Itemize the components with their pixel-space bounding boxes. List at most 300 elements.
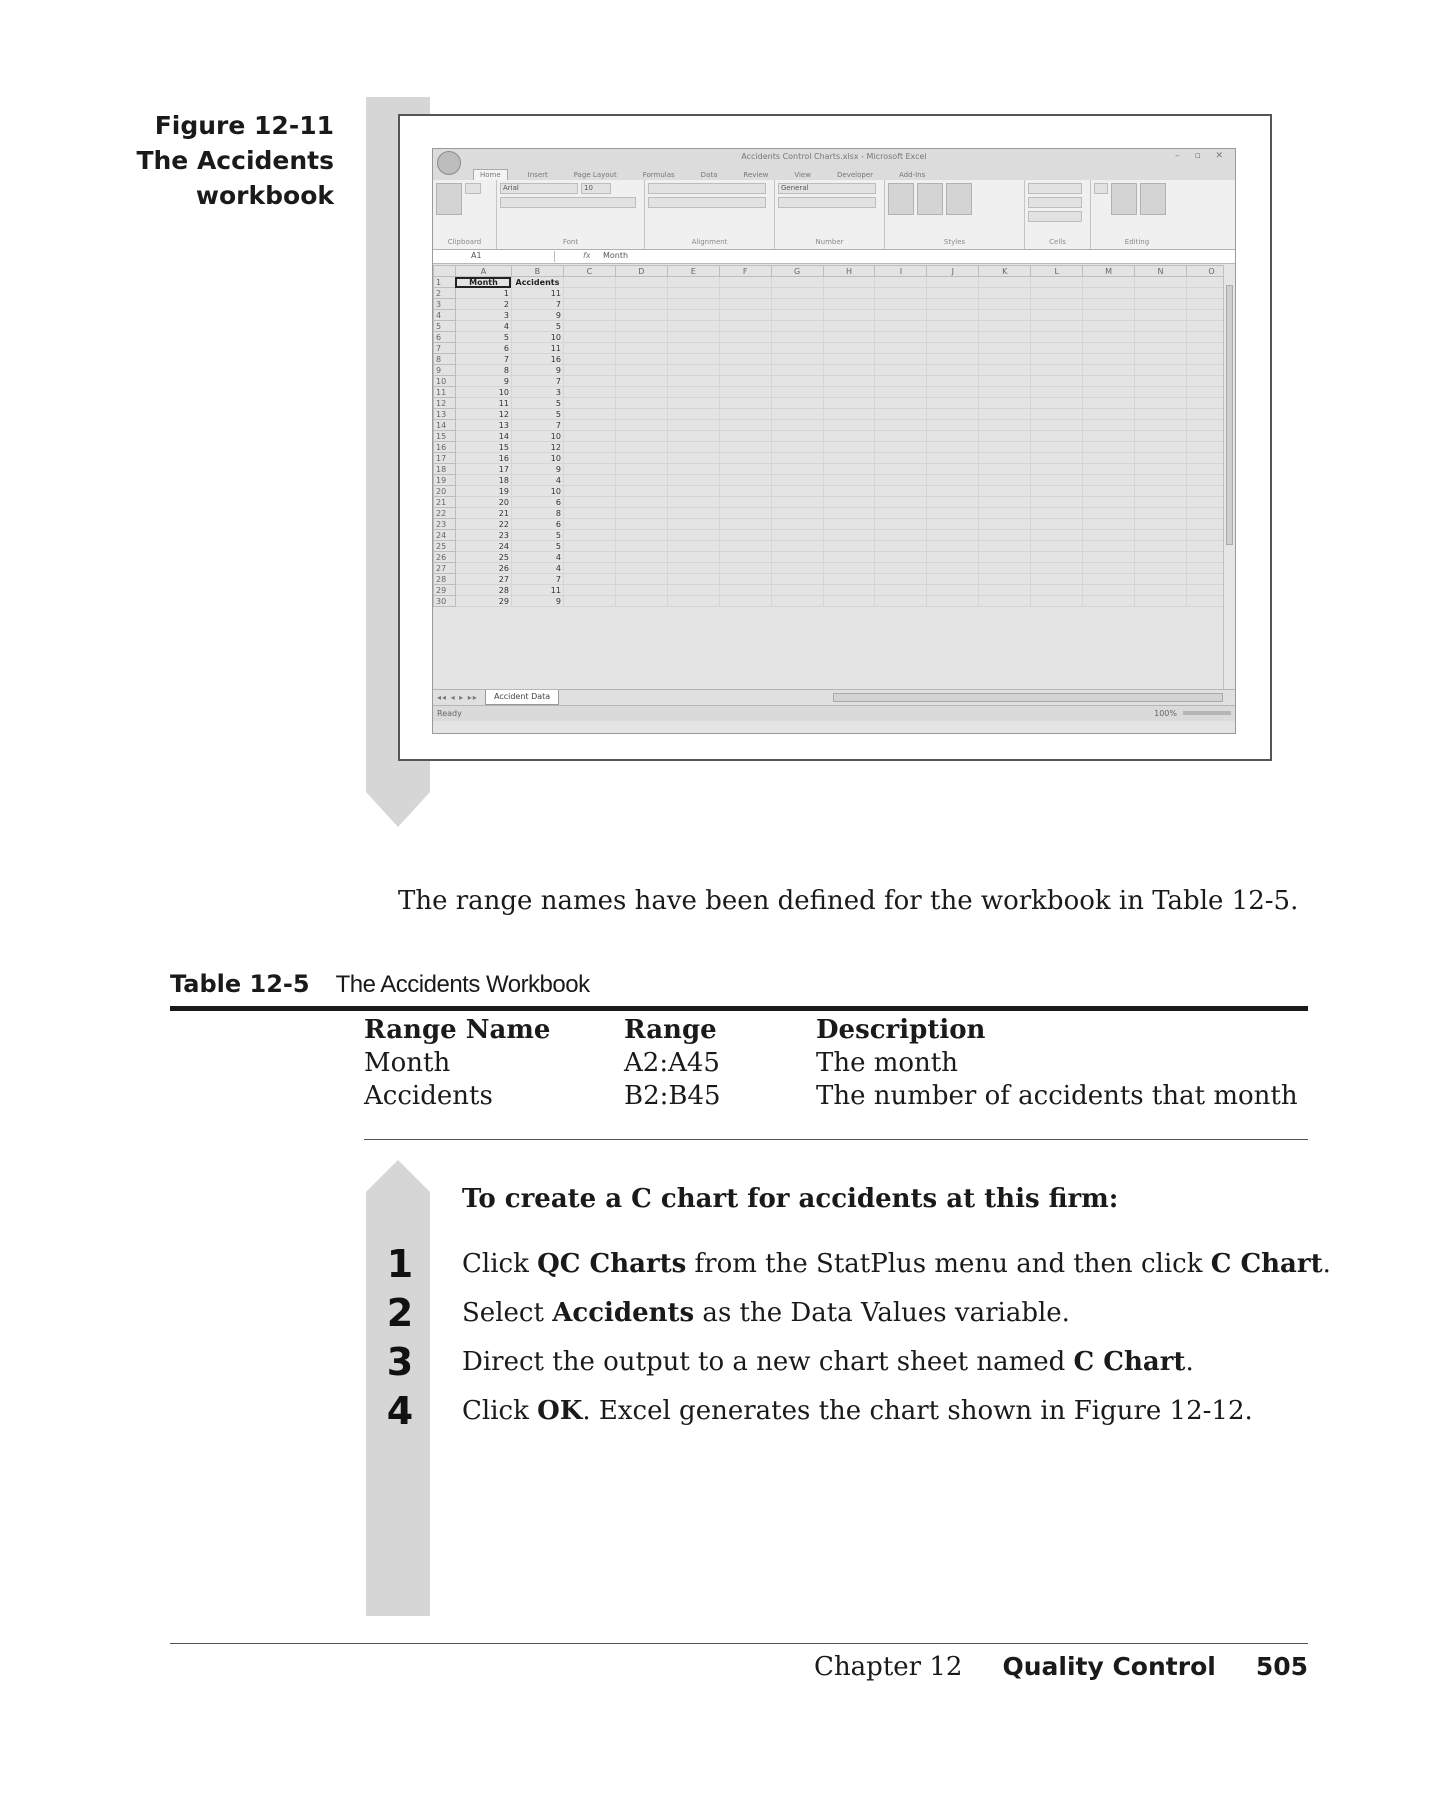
cell[interactable] xyxy=(615,596,667,607)
cell[interactable] xyxy=(1031,596,1083,607)
number-format-select[interactable]: General xyxy=(778,183,876,194)
cell[interactable] xyxy=(719,585,771,596)
cell[interactable]: 13 xyxy=(455,420,511,431)
cell[interactable] xyxy=(1083,442,1135,453)
cell[interactable] xyxy=(719,596,771,607)
cell[interactable] xyxy=(979,343,1031,354)
cell[interactable]: 11 xyxy=(511,288,563,299)
cell[interactable]: Month xyxy=(455,277,511,288)
cell[interactable] xyxy=(563,343,615,354)
cell[interactable] xyxy=(771,552,823,563)
cell[interactable] xyxy=(1135,288,1187,299)
cell[interactable] xyxy=(1083,398,1135,409)
cell[interactable] xyxy=(927,354,979,365)
cell[interactable] xyxy=(1135,365,1187,376)
row-header[interactable]: 7 xyxy=(434,343,456,354)
cell[interactable] xyxy=(1135,563,1187,574)
cell[interactable] xyxy=(823,398,875,409)
cell[interactable] xyxy=(875,409,927,420)
cell[interactable] xyxy=(875,486,927,497)
cell[interactable]: 7 xyxy=(511,299,563,310)
cell[interactable] xyxy=(823,508,875,519)
cell[interactable] xyxy=(771,332,823,343)
cell[interactable] xyxy=(1031,398,1083,409)
cell[interactable] xyxy=(563,541,615,552)
cell[interactable]: 11 xyxy=(511,585,563,596)
cell[interactable] xyxy=(667,321,719,332)
cell[interactable] xyxy=(719,288,771,299)
cell[interactable] xyxy=(1135,387,1187,398)
cell[interactable] xyxy=(719,541,771,552)
cell[interactable] xyxy=(875,508,927,519)
cell[interactable] xyxy=(667,464,719,475)
cell[interactable] xyxy=(771,299,823,310)
cell[interactable] xyxy=(563,299,615,310)
cell[interactable]: 7 xyxy=(511,574,563,585)
cell[interactable] xyxy=(615,497,667,508)
cell[interactable] xyxy=(1031,497,1083,508)
cell[interactable] xyxy=(1135,552,1187,563)
column-header[interactable]: G xyxy=(771,266,823,277)
cell[interactable] xyxy=(1083,321,1135,332)
cell[interactable]: 4 xyxy=(511,563,563,574)
cell[interactable] xyxy=(927,453,979,464)
cell[interactable] xyxy=(1031,310,1083,321)
cell[interactable]: 8 xyxy=(455,365,511,376)
cell[interactable] xyxy=(1031,442,1083,453)
cell[interactable] xyxy=(563,552,615,563)
cell[interactable] xyxy=(875,431,927,442)
cell[interactable] xyxy=(667,277,719,288)
cell[interactable] xyxy=(1083,387,1135,398)
cell[interactable] xyxy=(979,387,1031,398)
cell[interactable] xyxy=(771,464,823,475)
cell[interactable] xyxy=(875,332,927,343)
cell[interactable] xyxy=(1083,332,1135,343)
cell[interactable] xyxy=(771,277,823,288)
cell[interactable] xyxy=(563,420,615,431)
vertical-scrollbar[interactable] xyxy=(1223,265,1235,689)
cell[interactable] xyxy=(823,442,875,453)
cell[interactable]: 16 xyxy=(455,453,511,464)
cell[interactable] xyxy=(1031,486,1083,497)
cell[interactable] xyxy=(563,321,615,332)
cell[interactable] xyxy=(875,530,927,541)
cell[interactable] xyxy=(1031,475,1083,486)
cell[interactable]: 7 xyxy=(511,420,563,431)
cell[interactable] xyxy=(979,508,1031,519)
cell[interactable] xyxy=(1083,497,1135,508)
cell[interactable] xyxy=(1083,354,1135,365)
cell[interactable] xyxy=(1135,475,1187,486)
cell[interactable] xyxy=(719,486,771,497)
cell[interactable] xyxy=(615,277,667,288)
window-controls[interactable]: – ▫ ✕ xyxy=(1175,151,1229,161)
cell[interactable] xyxy=(823,475,875,486)
cell[interactable]: 7 xyxy=(455,354,511,365)
cell[interactable] xyxy=(823,563,875,574)
cell[interactable] xyxy=(1135,277,1187,288)
cell[interactable] xyxy=(615,486,667,497)
cell[interactable] xyxy=(719,310,771,321)
cell[interactable] xyxy=(979,530,1031,541)
cell[interactable] xyxy=(1083,530,1135,541)
cell[interactable] xyxy=(615,442,667,453)
cell[interactable] xyxy=(771,376,823,387)
cell[interactable] xyxy=(667,332,719,343)
cell[interactable] xyxy=(1135,420,1187,431)
cell[interactable] xyxy=(875,552,927,563)
cell[interactable] xyxy=(719,365,771,376)
name-box[interactable]: A1 xyxy=(435,251,555,262)
ribbon-tab-developer[interactable]: Developer xyxy=(837,171,874,179)
cell[interactable] xyxy=(1135,585,1187,596)
cell[interactable] xyxy=(563,277,615,288)
cell[interactable] xyxy=(1083,431,1135,442)
cell[interactable] xyxy=(823,299,875,310)
cell[interactable] xyxy=(823,530,875,541)
cell[interactable]: 8 xyxy=(511,508,563,519)
row-header[interactable]: 30 xyxy=(434,596,456,607)
cell[interactable] xyxy=(823,321,875,332)
cell[interactable] xyxy=(563,585,615,596)
cell[interactable] xyxy=(1031,365,1083,376)
cell[interactable] xyxy=(1083,420,1135,431)
cell[interactable] xyxy=(719,464,771,475)
cell[interactable] xyxy=(615,376,667,387)
cell[interactable] xyxy=(1135,409,1187,420)
cell[interactable] xyxy=(1083,464,1135,475)
cell[interactable] xyxy=(1135,508,1187,519)
cell[interactable]: 5 xyxy=(511,409,563,420)
cell[interactable] xyxy=(1083,574,1135,585)
cell[interactable] xyxy=(1031,453,1083,464)
cell[interactable] xyxy=(719,343,771,354)
cell[interactable] xyxy=(1135,321,1187,332)
cell[interactable] xyxy=(719,442,771,453)
cell[interactable] xyxy=(927,508,979,519)
cell[interactable] xyxy=(979,299,1031,310)
cell[interactable]: 5 xyxy=(511,321,563,332)
cell[interactable] xyxy=(1031,464,1083,475)
cell[interactable] xyxy=(771,563,823,574)
cell[interactable] xyxy=(1031,574,1083,585)
font-format-buttons[interactable] xyxy=(500,197,636,208)
cell[interactable] xyxy=(875,475,927,486)
ribbon-tab-view[interactable]: View xyxy=(794,171,811,179)
cell[interactable] xyxy=(667,310,719,321)
cell[interactable] xyxy=(719,354,771,365)
format-table-icon[interactable] xyxy=(917,183,943,215)
cell[interactable] xyxy=(875,519,927,530)
cell[interactable] xyxy=(979,486,1031,497)
cell[interactable] xyxy=(615,354,667,365)
cell[interactable] xyxy=(615,541,667,552)
cell[interactable] xyxy=(823,343,875,354)
cell[interactable] xyxy=(563,409,615,420)
cell[interactable] xyxy=(1083,376,1135,387)
cell[interactable] xyxy=(563,310,615,321)
cell[interactable]: 3 xyxy=(455,310,511,321)
cell[interactable] xyxy=(1031,420,1083,431)
cell[interactable] xyxy=(563,497,615,508)
cell[interactable] xyxy=(927,310,979,321)
cell[interactable] xyxy=(667,387,719,398)
cell[interactable] xyxy=(979,420,1031,431)
find-select-icon[interactable] xyxy=(1140,183,1166,215)
cell[interactable]: 18 xyxy=(455,475,511,486)
cell[interactable] xyxy=(771,585,823,596)
cell[interactable] xyxy=(927,464,979,475)
cell[interactable] xyxy=(771,343,823,354)
cell[interactable] xyxy=(1031,354,1083,365)
cell[interactable]: 11 xyxy=(511,343,563,354)
cell[interactable]: 9 xyxy=(455,376,511,387)
cell[interactable]: 26 xyxy=(455,563,511,574)
cell[interactable] xyxy=(823,387,875,398)
cell[interactable] xyxy=(979,464,1031,475)
cell[interactable] xyxy=(771,453,823,464)
cell[interactable] xyxy=(667,508,719,519)
row-header[interactable]: 17 xyxy=(434,453,456,464)
cell[interactable] xyxy=(667,530,719,541)
cell[interactable] xyxy=(771,431,823,442)
cell[interactable] xyxy=(927,541,979,552)
horizontal-scrollbar[interactable] xyxy=(833,693,1223,702)
cell[interactable] xyxy=(719,552,771,563)
cell[interactable] xyxy=(719,409,771,420)
cell[interactable] xyxy=(563,519,615,530)
cell[interactable] xyxy=(823,585,875,596)
cell[interactable] xyxy=(563,288,615,299)
cell[interactable] xyxy=(615,299,667,310)
row-header[interactable]: 13 xyxy=(434,409,456,420)
ribbon-tab-page-layout[interactable]: Page Layout xyxy=(573,171,617,179)
cell[interactable] xyxy=(927,288,979,299)
cell[interactable]: 1 xyxy=(455,288,511,299)
cell[interactable]: 21 xyxy=(455,508,511,519)
cell[interactable] xyxy=(1031,530,1083,541)
cell[interactable]: 23 xyxy=(455,530,511,541)
ribbon-tab-insert[interactable]: Insert xyxy=(527,171,548,179)
cell[interactable] xyxy=(1031,288,1083,299)
cell[interactable]: 9 xyxy=(511,365,563,376)
cell[interactable]: 5 xyxy=(511,530,563,541)
cell[interactable]: 24 xyxy=(455,541,511,552)
cell[interactable] xyxy=(719,475,771,486)
cell[interactable] xyxy=(979,288,1031,299)
cell[interactable] xyxy=(927,585,979,596)
cell[interactable]: 3 xyxy=(511,387,563,398)
ribbon-tab-add-ins[interactable]: Add-Ins xyxy=(899,171,926,179)
cell[interactable] xyxy=(667,552,719,563)
cell[interactable]: 12 xyxy=(511,442,563,453)
formula-input[interactable]: Month xyxy=(603,251,629,260)
cell[interactable] xyxy=(979,431,1031,442)
cell[interactable] xyxy=(1135,431,1187,442)
cell[interactable] xyxy=(719,277,771,288)
cell[interactable] xyxy=(1135,541,1187,552)
row-header[interactable]: 2 xyxy=(434,288,456,299)
cell[interactable] xyxy=(615,310,667,321)
cell[interactable] xyxy=(875,574,927,585)
cell[interactable] xyxy=(823,596,875,607)
cell[interactable]: 5 xyxy=(511,541,563,552)
cell[interactable] xyxy=(719,387,771,398)
cell[interactable] xyxy=(979,541,1031,552)
cell[interactable] xyxy=(979,519,1031,530)
cell[interactable] xyxy=(771,387,823,398)
cell[interactable] xyxy=(1135,453,1187,464)
ribbon-tab-formulas[interactable]: Formulas xyxy=(642,171,675,179)
cell-styles-icon[interactable] xyxy=(946,183,972,215)
cell[interactable] xyxy=(927,552,979,563)
cell[interactable] xyxy=(1135,310,1187,321)
cell[interactable] xyxy=(771,475,823,486)
cell[interactable] xyxy=(1031,552,1083,563)
cell[interactable] xyxy=(667,574,719,585)
cell[interactable]: 9 xyxy=(511,464,563,475)
column-header[interactable]: E xyxy=(667,266,719,277)
row-header[interactable]: 9 xyxy=(434,365,456,376)
cut-icon[interactable] xyxy=(465,183,481,194)
row-header[interactable]: 15 xyxy=(434,431,456,442)
column-header[interactable]: C xyxy=(563,266,615,277)
font-name-select[interactable]: Arial xyxy=(500,183,578,194)
cell[interactable] xyxy=(563,442,615,453)
cell[interactable]: 9 xyxy=(511,596,563,607)
cell[interactable] xyxy=(667,288,719,299)
cell[interactable] xyxy=(927,497,979,508)
cell[interactable] xyxy=(771,409,823,420)
cell[interactable] xyxy=(1083,552,1135,563)
column-header[interactable]: H xyxy=(823,266,875,277)
ribbon-tab-home[interactable]: Home xyxy=(473,169,508,180)
cell[interactable] xyxy=(1083,453,1135,464)
cell[interactable] xyxy=(615,563,667,574)
cell[interactable] xyxy=(771,530,823,541)
cell[interactable] xyxy=(823,365,875,376)
cell[interactable] xyxy=(667,299,719,310)
cell[interactable] xyxy=(823,486,875,497)
cell[interactable] xyxy=(823,464,875,475)
cell[interactable] xyxy=(615,530,667,541)
row-header[interactable]: 25 xyxy=(434,541,456,552)
cell[interactable] xyxy=(771,398,823,409)
cell[interactable]: 7 xyxy=(511,376,563,387)
ribbon-tab-data[interactable]: Data xyxy=(700,171,718,179)
cell[interactable] xyxy=(875,299,927,310)
cell[interactable] xyxy=(823,519,875,530)
cell[interactable] xyxy=(927,376,979,387)
cell[interactable] xyxy=(875,343,927,354)
cell[interactable] xyxy=(927,398,979,409)
cell[interactable]: 16 xyxy=(511,354,563,365)
cell[interactable]: 14 xyxy=(455,431,511,442)
cell[interactable] xyxy=(1135,332,1187,343)
cell[interactable] xyxy=(1083,288,1135,299)
row-header[interactable]: 21 xyxy=(434,497,456,508)
cell[interactable] xyxy=(615,475,667,486)
align-buttons[interactable] xyxy=(648,183,766,194)
cell[interactable]: 29 xyxy=(455,596,511,607)
cell[interactable] xyxy=(823,277,875,288)
column-header[interactable]: L xyxy=(1031,266,1083,277)
cell[interactable] xyxy=(771,519,823,530)
cell[interactable] xyxy=(927,475,979,486)
row-header[interactable]: 11 xyxy=(434,387,456,398)
cell[interactable] xyxy=(719,519,771,530)
cell[interactable] xyxy=(563,398,615,409)
cell[interactable] xyxy=(615,453,667,464)
cell[interactable] xyxy=(719,574,771,585)
cell[interactable]: 27 xyxy=(455,574,511,585)
sheet-tab-accident-data[interactable]: Accident Data xyxy=(485,690,559,705)
cell[interactable]: 10 xyxy=(455,387,511,398)
cell[interactable] xyxy=(823,288,875,299)
cell[interactable] xyxy=(771,442,823,453)
cell[interactable] xyxy=(927,343,979,354)
cell[interactable] xyxy=(719,563,771,574)
zoom-slider[interactable] xyxy=(1183,711,1231,715)
cell[interactable] xyxy=(1083,585,1135,596)
cell[interactable]: 19 xyxy=(455,486,511,497)
cell[interactable] xyxy=(979,497,1031,508)
cell[interactable] xyxy=(563,475,615,486)
cell[interactable] xyxy=(927,530,979,541)
cell[interactable] xyxy=(1135,299,1187,310)
cell[interactable] xyxy=(563,431,615,442)
cell[interactable] xyxy=(1135,497,1187,508)
cell[interactable] xyxy=(615,574,667,585)
cell[interactable]: 10 xyxy=(511,332,563,343)
cell[interactable] xyxy=(719,332,771,343)
cell[interactable] xyxy=(615,321,667,332)
paste-icon[interactable] xyxy=(436,183,462,215)
row-header[interactable]: 10 xyxy=(434,376,456,387)
cell[interactable]: Accidents xyxy=(511,277,563,288)
cell[interactable] xyxy=(875,398,927,409)
row-header[interactable]: 8 xyxy=(434,354,456,365)
cell[interactable]: 4 xyxy=(455,321,511,332)
cell[interactable] xyxy=(979,453,1031,464)
cell[interactable] xyxy=(1083,475,1135,486)
cell[interactable] xyxy=(667,354,719,365)
row-header[interactable]: 12 xyxy=(434,398,456,409)
cell[interactable] xyxy=(1031,387,1083,398)
cell[interactable] xyxy=(875,497,927,508)
row-header[interactable]: 23 xyxy=(434,519,456,530)
row-header[interactable]: 28 xyxy=(434,574,456,585)
cell[interactable] xyxy=(927,299,979,310)
cell[interactable]: 12 xyxy=(455,409,511,420)
cell[interactable] xyxy=(1135,530,1187,541)
cell[interactable] xyxy=(979,321,1031,332)
cell[interactable] xyxy=(1031,585,1083,596)
cell[interactable] xyxy=(823,354,875,365)
cell[interactable] xyxy=(927,596,979,607)
cell[interactable] xyxy=(1031,376,1083,387)
row-header[interactable]: 6 xyxy=(434,332,456,343)
cell[interactable] xyxy=(667,541,719,552)
cell[interactable] xyxy=(667,420,719,431)
cell[interactable] xyxy=(667,442,719,453)
cell[interactable] xyxy=(771,596,823,607)
cell[interactable] xyxy=(1083,541,1135,552)
column-header[interactable]: D xyxy=(615,266,667,277)
cell[interactable] xyxy=(927,442,979,453)
cell[interactable] xyxy=(615,508,667,519)
